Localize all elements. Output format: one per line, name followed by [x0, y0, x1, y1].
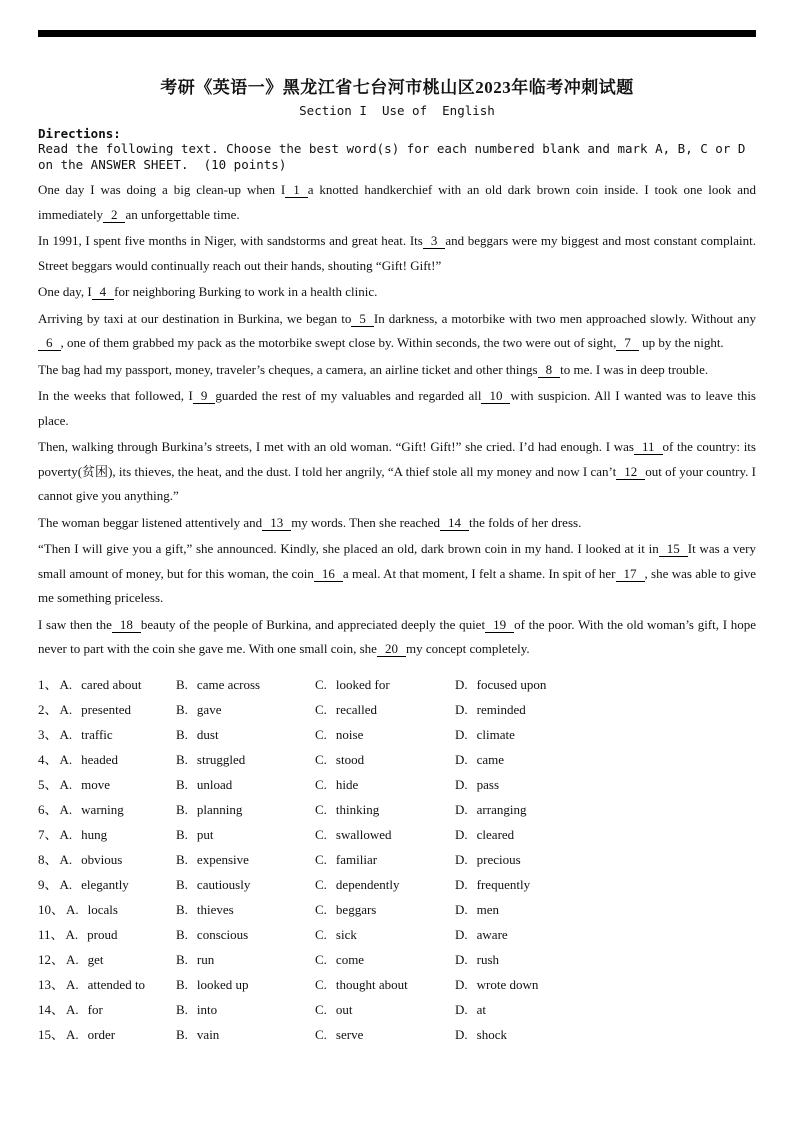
option-letter: B. — [176, 1001, 188, 1017]
option-text: gave — [196, 701, 222, 717]
question-number: 9、 — [38, 876, 58, 892]
blank-20: 20 — [377, 641, 406, 657]
option-letter: A. — [65, 926, 79, 942]
option-d — [455, 872, 756, 897]
blank-14: 14 — [440, 515, 469, 531]
option-letter: C. — [315, 676, 327, 692]
blank-9: 9 — [193, 388, 216, 404]
option-c — [315, 922, 455, 947]
option-letter: D. — [455, 951, 468, 967]
option-letter: B. — [176, 1026, 188, 1042]
option-text: hide — [335, 776, 359, 792]
option-letter: D. — [455, 776, 468, 792]
blank-12: 12 — [616, 464, 645, 480]
option-text: beggars — [335, 901, 377, 917]
option-letter: D. — [455, 726, 468, 742]
option-letter: B. — [176, 876, 188, 892]
option-a — [38, 797, 176, 822]
option-letter: C. — [315, 901, 327, 917]
option-d — [455, 722, 756, 747]
option-letter: C. — [315, 801, 327, 817]
question-row — [38, 897, 756, 922]
option-text: proud — [87, 926, 118, 942]
option-c — [315, 822, 455, 847]
question-number: 15、 — [38, 1026, 65, 1042]
option-c — [315, 797, 455, 822]
option-letter: C. — [315, 776, 327, 792]
question-row — [38, 922, 756, 947]
option-b — [176, 872, 315, 897]
option-d — [455, 772, 756, 797]
option-text: serve — [335, 1026, 364, 1042]
option-letter: C. — [315, 926, 327, 942]
option-letter: B. — [176, 776, 188, 792]
question-number: 12、 — [38, 951, 65, 967]
section-heading: Section I Use of English — [299, 103, 495, 118]
option-text: pass — [476, 776, 500, 792]
option-letter: D. — [455, 901, 468, 917]
question-row — [38, 972, 756, 997]
option-c — [315, 897, 455, 922]
option-text: frequently — [476, 876, 531, 892]
option-letter: D. — [455, 751, 468, 767]
option-text: men — [476, 901, 500, 917]
option-letter: D. — [455, 701, 468, 717]
option-text: attended to — [87, 976, 146, 992]
option-letter: A. — [66, 976, 79, 992]
option-b — [176, 947, 315, 972]
option-letter: B. — [176, 726, 188, 742]
option-b — [176, 1022, 315, 1047]
option-text: put — [196, 826, 214, 842]
option-c — [315, 672, 455, 697]
option-a — [38, 947, 176, 972]
question-row — [38, 697, 756, 722]
question-row — [38, 672, 756, 697]
option-text: thought about — [335, 976, 408, 992]
option-letter: A. — [66, 951, 79, 967]
option-a — [38, 697, 176, 722]
option-letter: D. — [455, 876, 468, 892]
option-letter: A. — [59, 801, 73, 817]
option-d — [455, 822, 756, 847]
option-text: cared about — [81, 676, 142, 692]
option-text: looked up — [196, 976, 249, 992]
option-text: traffic — [81, 726, 113, 742]
option-a — [38, 772, 176, 797]
option-c — [315, 772, 455, 797]
option-letter: B. — [176, 676, 188, 692]
option-letter: A. — [66, 1001, 79, 1017]
option-b — [176, 697, 315, 722]
option-d — [455, 947, 756, 972]
option-a — [38, 672, 176, 697]
option-b — [176, 897, 315, 922]
option-text: familiar — [335, 851, 378, 867]
passage-paragraph: I saw then the 18 beauty of the people of Burkina, and appreciated deeply the quiet 19 of the poor. With the old woman’s gift, I hope never to part with the coin she gave me. With one small coin, she 20 my concept completely. — [38, 616, 756, 656]
option-letter: C. — [315, 876, 327, 892]
option-text: out — [335, 1001, 353, 1017]
passage — [38, 178, 756, 662]
option-d — [455, 897, 756, 922]
option-b — [176, 797, 315, 822]
question-list — [38, 672, 756, 1047]
question-row — [38, 797, 756, 822]
question-row — [38, 847, 756, 872]
passage-paragraph: In the weeks that followed, I 9 guarded the rest of my valuables and regarded all 10 with suspicion. All I wanted was to leave this place. — [38, 388, 756, 428]
option-letter: C. — [315, 976, 327, 992]
option-text: climate — [476, 726, 515, 742]
option-c — [315, 722, 455, 747]
option-d — [455, 797, 756, 822]
blank-6: 6 — [38, 335, 61, 351]
option-d — [455, 747, 756, 772]
option-c — [315, 872, 455, 897]
question-row — [38, 947, 756, 972]
option-letter: B. — [176, 751, 188, 767]
question-number: 2、 — [38, 701, 58, 717]
option-text: stood — [335, 751, 365, 767]
option-c — [315, 697, 455, 722]
option-b — [176, 747, 315, 772]
option-b — [176, 772, 315, 797]
blank-16: 16 — [314, 566, 343, 582]
option-a — [38, 997, 176, 1022]
option-text: precious — [476, 851, 521, 867]
option-a — [38, 972, 176, 997]
option-c — [315, 847, 455, 872]
option-text: come — [335, 951, 365, 967]
option-text: rush — [476, 951, 500, 967]
option-letter: B. — [176, 826, 188, 842]
option-text: dependently — [335, 876, 400, 892]
blank-3: 3 — [423, 233, 446, 249]
blank-15: 15 — [659, 541, 688, 557]
option-text: focused upon — [476, 676, 547, 692]
blank-17: 17 — [616, 566, 645, 582]
option-letter: C. — [315, 726, 327, 742]
option-letter: A. — [66, 1026, 79, 1042]
option-letter: A. — [59, 876, 73, 892]
option-b — [176, 822, 315, 847]
question-row — [38, 772, 756, 797]
option-text: elegantly — [81, 876, 129, 892]
option-text: headed — [81, 751, 118, 767]
option-text: dust — [196, 726, 219, 742]
option-letter: A. — [59, 726, 73, 742]
option-letter: D. — [455, 926, 468, 942]
blank-11: 11 — [634, 439, 663, 455]
question-number: 7、 — [38, 826, 58, 842]
option-d — [455, 997, 756, 1022]
question-number: 10、 — [38, 901, 65, 917]
question-number: 11、 — [38, 926, 64, 942]
blank-4: 4 — [92, 284, 115, 300]
option-letter: B. — [176, 701, 188, 717]
option-text: aware — [476, 926, 508, 942]
option-letter: B. — [176, 851, 188, 867]
blank-18: 18 — [112, 617, 141, 633]
option-text: cleared — [476, 826, 515, 842]
option-text: get — [87, 951, 104, 967]
option-b — [176, 722, 315, 747]
question-row — [38, 747, 756, 772]
option-text: for — [87, 1001, 103, 1017]
question-number: 6、 — [38, 801, 58, 817]
option-letter: D. — [455, 851, 468, 867]
question-number: 8、 — [38, 851, 58, 867]
option-letter: C. — [315, 951, 327, 967]
option-text: conscious — [196, 926, 249, 942]
option-text: hung — [81, 826, 108, 842]
question-number: 3、 — [38, 726, 58, 742]
option-d — [455, 847, 756, 872]
option-a — [38, 747, 176, 772]
option-letter: C. — [315, 751, 327, 767]
option-letter: A. — [59, 776, 73, 792]
option-letter: A. — [59, 751, 73, 767]
blank-1: 1 — [285, 182, 308, 198]
option-text: into — [196, 1001, 218, 1017]
option-text: struggled — [196, 751, 246, 767]
option-text: thieves — [196, 901, 234, 917]
option-text: came — [476, 751, 505, 767]
option-text: swallowed — [335, 826, 392, 842]
passage-paragraph: One day I was doing a big clean-up when I 1 a knotted handkerchief with an old dark brown coin inside. I took one look and immediately 2 an unforgettable time. — [38, 182, 756, 222]
question-number: 5、 — [38, 776, 58, 792]
option-text: came across — [196, 676, 261, 692]
option-a — [38, 1022, 176, 1047]
option-letter: B. — [176, 976, 188, 992]
blank-10: 10 — [481, 388, 510, 404]
passage-paragraph: In 1991, I spent five months in Niger, with sandstorms and great heat. Its 3 and beggars were my biggest and most constant complaint. Street beggars would continually reach out their hands, shouting “Gift! Gift!” — [38, 233, 756, 273]
blank-2: 2 — [103, 207, 126, 223]
option-text: vain — [196, 1026, 220, 1042]
option-text: at — [476, 1001, 487, 1017]
option-c — [315, 1022, 455, 1047]
option-letter: C. — [315, 1001, 327, 1017]
option-c — [315, 997, 455, 1022]
option-letter: D. — [455, 1026, 468, 1042]
option-a — [38, 822, 176, 847]
option-b — [176, 847, 315, 872]
question-number: 1、 — [38, 676, 58, 692]
passage-paragraph: One day, I 4 for neighboring Burking to work in a health clinic. — [38, 284, 378, 299]
passage-paragraph: “Then I will give you a gift,” she announced. Kindly, she placed an old, dark brown coin in my hand. I looked at it in 15 It was a very small amount of money, but for this woman, the coin 16 a meal. At that moment, I felt a shame. In spit of her 17 , she was able to give me something priceless. — [38, 541, 757, 605]
option-letter: D. — [455, 676, 468, 692]
directions-label: Directions: — [38, 126, 121, 141]
option-text: sick — [335, 926, 357, 942]
option-letter: B. — [176, 901, 188, 917]
option-text: expensive — [196, 851, 249, 867]
question-row — [38, 872, 756, 897]
blank-7: 7 — [616, 335, 639, 351]
question-row — [38, 822, 756, 847]
option-text: locals — [87, 901, 118, 917]
option-letter: B. — [176, 926, 188, 942]
option-text: looked for — [335, 676, 390, 692]
option-letter: A. — [59, 676, 73, 692]
blank-8: 8 — [538, 362, 561, 378]
option-text: planning — [196, 801, 243, 817]
option-letter: C. — [315, 701, 327, 717]
blank-19: 19 — [485, 617, 514, 633]
option-d — [455, 922, 756, 947]
option-letter: A. — [66, 901, 79, 917]
blank-5: 5 — [351, 311, 374, 327]
option-text: move — [81, 776, 111, 792]
option-text: unload — [196, 776, 233, 792]
question-number: 14、 — [38, 1001, 65, 1017]
option-d — [455, 1022, 756, 1047]
option-a — [38, 897, 176, 922]
option-letter: D. — [455, 801, 468, 817]
option-a — [38, 722, 176, 747]
option-text: order — [87, 1026, 116, 1042]
option-letter: A. — [59, 851, 73, 867]
option-text: recalled — [335, 701, 378, 717]
option-a — [38, 872, 176, 897]
option-b — [176, 997, 315, 1022]
option-text: run — [196, 951, 215, 967]
passage-paragraph: Then, walking through Burkina’s streets, I met with an old woman. “Gift! Gift!” she cried. I’d had enough. I was 11 of the country: its poverty(贫困), its thieves, the heat, and the dust. I told her angrily, “A thief stole all my money and now I can’t 12 out of your country. I cannot give you anything.” — [38, 439, 757, 503]
option-letter: C. — [315, 826, 327, 842]
option-letter: C. — [315, 1026, 327, 1042]
option-d — [455, 972, 756, 997]
option-d — [455, 672, 756, 697]
option-text: noise — [335, 726, 364, 742]
option-text: shock — [476, 1026, 507, 1042]
option-text: thinking — [335, 801, 380, 817]
option-letter: D. — [455, 1001, 468, 1017]
option-text: arranging — [476, 801, 527, 817]
option-text: obvious — [81, 851, 123, 867]
question-row — [38, 722, 756, 747]
option-a — [38, 847, 176, 872]
option-letter: D. — [455, 976, 468, 992]
question-row — [38, 997, 756, 1022]
passage-paragraph: Arriving by taxi at our destination in Burkina, we began to 5 In darkness, a motorbike with two men approached slowly. Without any6 , one of them grabbed my pack as the motorbike swept close by. Within seconds, the two were out of sight, 7 up by the night. — [38, 310, 757, 350]
option-letter: C. — [315, 851, 327, 867]
directions-text: Read the following text. Choose the best word(s) for each numbered blank and mark A, B, C or D on the ANSWER SHEET. (10 points) — [38, 141, 753, 172]
option-text: warning — [81, 801, 124, 817]
option-letter: D. — [455, 826, 468, 842]
passage-paragraph: The bag had my passport, money, traveler’s cheques, a camera, an airline ticket and other things 8 to me. I was in deep trouble. — [38, 361, 709, 377]
option-c — [315, 747, 455, 772]
option-letter: A. — [59, 701, 73, 717]
question-number: 13、 — [38, 976, 65, 992]
question-number: 4、 — [38, 751, 58, 767]
option-letter: B. — [176, 801, 188, 817]
passage-paragraph: The woman beggar listened attentively and 13 my words. Then she reached 14 the folds of her dress. — [38, 514, 582, 530]
option-letter: B. — [176, 951, 188, 967]
option-text: wrote down — [476, 976, 539, 992]
option-text: reminded — [476, 701, 526, 717]
option-text: cautiously — [196, 876, 251, 892]
question-row — [38, 1022, 756, 1047]
option-letter: A. — [59, 826, 73, 842]
option-text: presented — [81, 701, 131, 717]
header-rule — [38, 30, 756, 37]
option-d — [455, 697, 756, 722]
page-title: 考研《英语一》黑龙江省七台河市桃山区2023年临考冲刺试题 — [160, 78, 634, 97]
blank-13: 13 — [262, 515, 291, 531]
option-b — [176, 972, 315, 997]
option-c — [315, 972, 455, 997]
option-b — [176, 922, 315, 947]
option-c — [315, 947, 455, 972]
option-b — [176, 672, 315, 697]
option-a — [38, 922, 176, 947]
